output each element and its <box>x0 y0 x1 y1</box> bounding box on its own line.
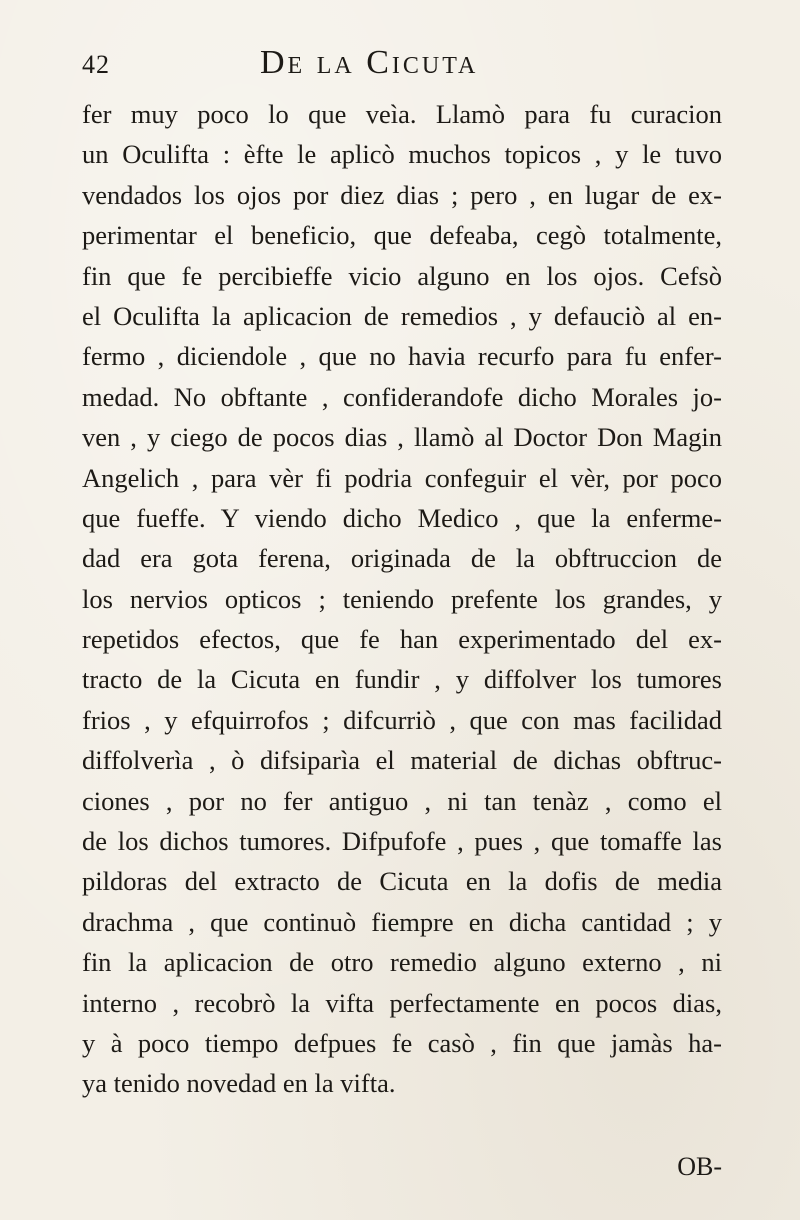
text-line: fin la aplicacion de otro remedio alguno externo , ni <box>82 947 722 978</box>
page-number: 42 <box>82 50 110 79</box>
text-line: vendados los ojos por diez dias ; pero , en lugar de ex- <box>82 179 722 210</box>
body-text <box>82 94 722 1104</box>
text-line: los nervios opticos ; teniendo prefente los grandes, y <box>82 583 722 614</box>
text-line: diffolverìa , ò difsiparìa el material de dichas obftruc- <box>82 745 722 776</box>
text-line: fer muy poco lo que veìa. Llamò para fu curacion <box>82 99 722 129</box>
text-line: ya tenido novedad en la vifta. <box>82 1068 396 1099</box>
text-line: frios , y efquirrofos ; difcurriò , que con mas facilidad <box>82 704 722 735</box>
text-line: ciones , por no fer antiguo , ni tan tenàz , como el <box>82 785 722 816</box>
text-line: ven , y ciego de pocos dias , llamò al Doctor Don Magin <box>82 422 722 453</box>
text-line: fin que fe percibieffe vicio alguno en los ojos. Cefsò <box>82 260 722 291</box>
running-head <box>82 44 722 84</box>
text-line: dad era gota ferena, originada de la obftruccion de <box>82 543 722 574</box>
text-line: drachma , que continuò fiempre en dicha cantidad ; y <box>82 906 722 937</box>
text-line: el Oculifta la aplicacion de remedios , y defauciò al en- <box>82 300 722 331</box>
text-line: repetidos efectos, que fe han experimentado del ex- <box>82 624 722 655</box>
text-line: tracto de la Cicuta en fundir , y diffolver los tumores <box>82 664 722 695</box>
text-line: interno , recobrò la vifta perfectamente en pocos dias, <box>82 987 722 1018</box>
text-line: perimentar el beneficio, que defeaba, cegò totalmente, <box>82 220 722 251</box>
text-line: y à poco tiempo defpues fe casò , fin que jamàs ha- <box>82 1027 722 1058</box>
text-line: fermo , diciendole , que no havia recurfo para fu enfer- <box>82 341 722 372</box>
text-line: pildoras del extracto de Cicuta en la dofis de media <box>82 866 722 897</box>
catchword: OB- <box>677 1152 722 1181</box>
text-line: un Oculifta : èfte le aplicò muchos topicos , y le tuvo <box>82 139 722 170</box>
text-line: de los dichos tumores. Difpufofe , pues , que tomaffe las <box>82 826 722 857</box>
text-line: Angelich , para vèr fi podria confeguir el vèr, por poco <box>82 462 722 493</box>
running-title: De la Cicuta <box>260 44 479 81</box>
text-line: medad. No obftante , confiderandofe dicho Morales jo- <box>82 381 722 412</box>
text-line: que fueffe. Y viendo dicho Medico , que la enferme- <box>82 502 722 533</box>
